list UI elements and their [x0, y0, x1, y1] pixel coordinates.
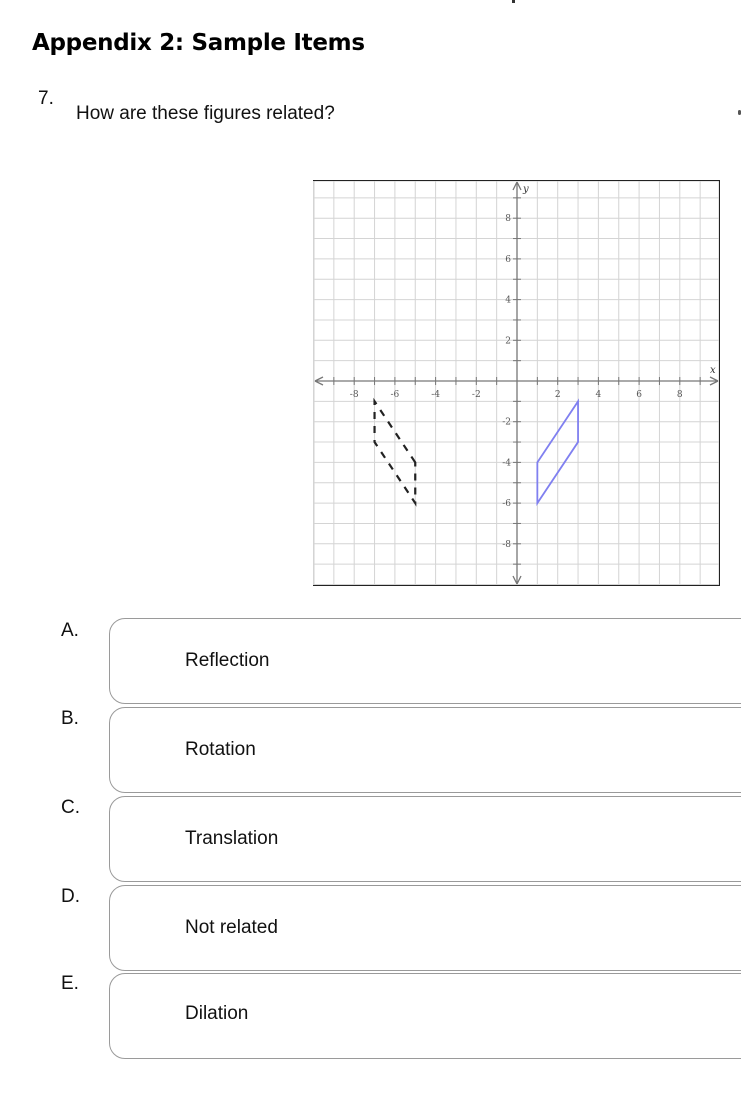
y-axis-label: y — [523, 184, 529, 195]
option-letter: E. — [61, 973, 79, 994]
option-letter: B. — [61, 708, 79, 729]
x-tick-label: -2 — [471, 390, 481, 400]
option-label: Reflection — [185, 650, 270, 671]
appendix-heading: Appendix 2: Sample Items — [32, 30, 365, 56]
page-edge-mark — [512, 0, 515, 3]
question-text: How are these figures related? — [76, 103, 335, 124]
x-axis-label: x — [710, 365, 716, 376]
y-tick-label: -2 — [502, 417, 511, 428]
option-label: Dilation — [185, 1003, 249, 1024]
y-tick-label: -4 — [502, 458, 511, 469]
y-tick-label: 2 — [505, 336, 511, 347]
coordinate-plane-figure — [313, 180, 720, 586]
option-letter: A. — [61, 620, 79, 641]
x-tick-label: 8 — [676, 390, 683, 400]
x-tick-label: 2 — [554, 390, 561, 400]
y-tick-label: 6 — [505, 254, 511, 265]
x-tick-label: -6 — [390, 390, 400, 400]
x-tick-label: 6 — [636, 390, 642, 400]
question-number: 7. — [38, 88, 54, 109]
x-tick-label: -4 — [431, 390, 440, 400]
option-label: Not related — [185, 917, 278, 938]
option-letter: D. — [61, 886, 80, 907]
y-tick-label: -8 — [502, 539, 511, 550]
option-label: Translation — [185, 828, 279, 849]
option-box-a[interactable] — [109, 618, 741, 704]
x-tick-label: -8 — [349, 390, 359, 400]
x-tick-label: 4 — [595, 390, 602, 400]
option-box-d[interactable] — [109, 885, 741, 971]
option-label: Rotation — [185, 739, 256, 760]
y-tick-label: -6 — [502, 499, 511, 510]
option-box-c[interactable] — [109, 796, 741, 882]
y-tick-label: 4 — [505, 295, 511, 306]
y-tick-label: 8 — [505, 214, 511, 225]
coordinate-plane-svg — [313, 180, 720, 586]
option-box-b[interactable] — [109, 707, 741, 793]
option-box-e[interactable] — [109, 973, 741, 1059]
option-letter: C. — [61, 797, 80, 818]
